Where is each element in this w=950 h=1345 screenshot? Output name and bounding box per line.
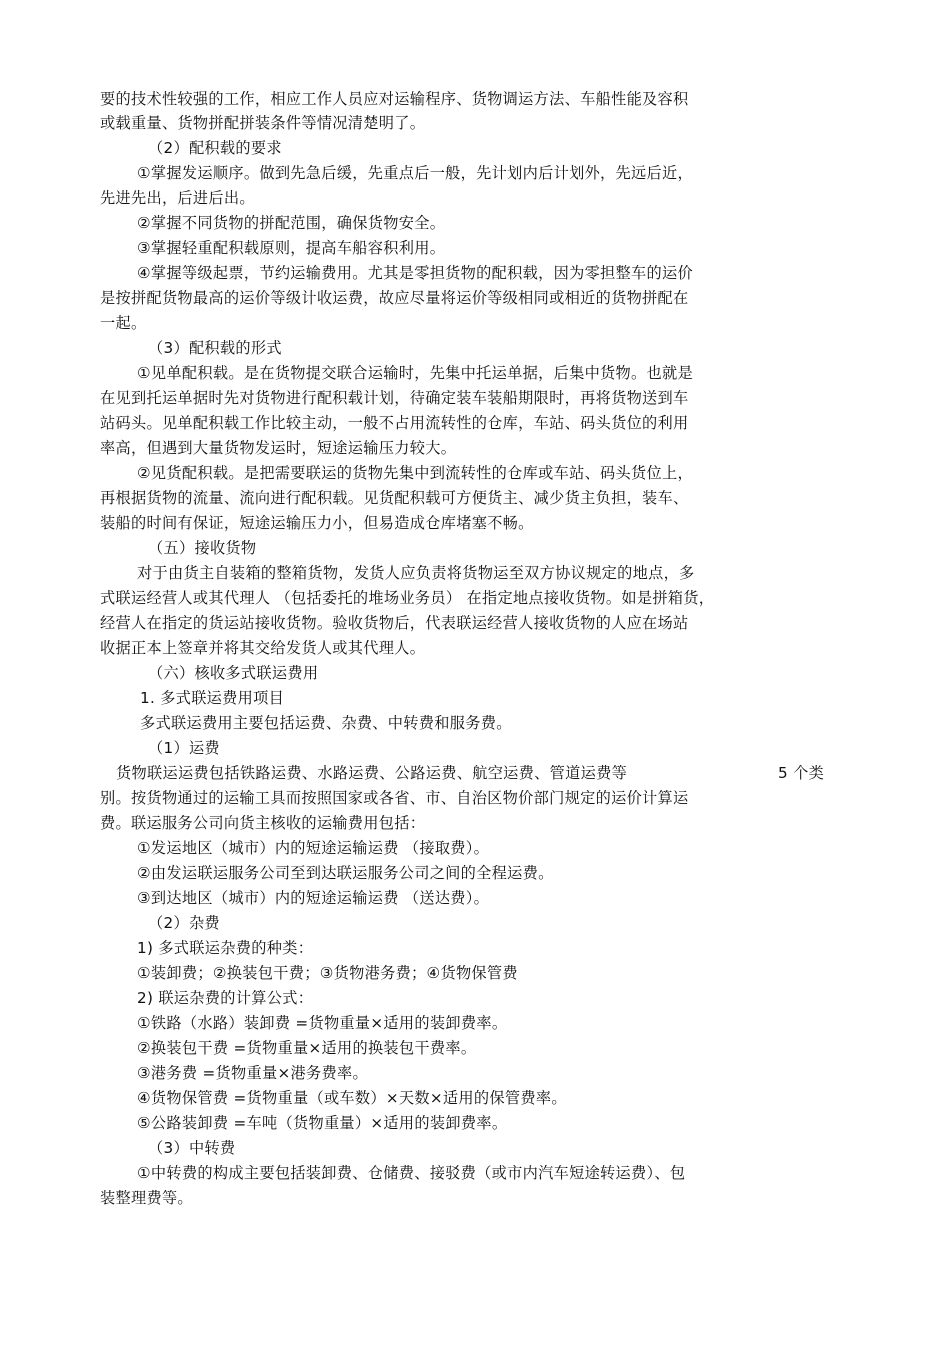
text-line-continuation-line: 是按拼配货物最高的运价等级计收运费，故应尽量将运价等级相同或相近的货物拼配在 bbox=[100, 289, 689, 307]
text-line-continuation-line: 或载重量、货物拼配拼装条件等情况清楚明了。 bbox=[100, 114, 426, 132]
text-line-continuation-line: 装整理费等。 bbox=[100, 1189, 193, 1207]
text-line-continuation-line: 在见到托运单据时先对货物进行配积载计划，待确定装车装船期限时，再将货物送到车 bbox=[100, 389, 689, 407]
text-line-continuation-line: 收据正本上签章并将其交给发货人或其代理人。 bbox=[100, 639, 426, 657]
text-line-list-item: ②掌握不同货物的拼配范围，确保货物安全。 bbox=[137, 214, 446, 232]
text-line-section-heading: （六）核收多式联运费用 bbox=[148, 664, 319, 682]
text-line-section-heading: （3）配积载的形式 bbox=[148, 339, 282, 357]
text-line-continuation-line: 一起。 bbox=[100, 314, 147, 332]
text-line-formula-line: ④货物保管费 =货物重量（或车数）×天数×适用的保管费率。 bbox=[137, 1089, 567, 1107]
text-line-list-item: ③掌握轻重配积载原则，提高车船容积利用。 bbox=[137, 239, 446, 257]
text-line-section-heading: （3）中转费 bbox=[148, 1139, 236, 1157]
text-line-list-item: ③到达地区（城市）内的短途运输运费 （送达费）。 bbox=[137, 889, 490, 907]
text-line-section-heading: （1）运费 bbox=[148, 739, 220, 757]
text-line-list-item: ①发运地区（城市）内的短途运输运费 （接取费）。 bbox=[137, 839, 490, 857]
text-line-continuation-line: 要的技术性较强的工作，相应工作人员应对运输程序、货物调运方法、车船性能及容积 bbox=[100, 90, 689, 108]
text-line-list-item: ①装卸费；②换装包干费；③货物港务费；④货物保管费 bbox=[137, 964, 518, 982]
text-line-section-heading: （五）接收货物 bbox=[148, 539, 257, 557]
text-line-section-heading: （2）杂费 bbox=[148, 914, 220, 932]
text-line-continuation-line: 率高，但遇到大量货物发运时，短途运输压力较大。 bbox=[100, 439, 457, 457]
text-line-continuation-line: 别。按货物通过的运输工具而按照国家或各省、市、自治区物价部门规定的运价计算运 bbox=[100, 789, 689, 807]
text-line-list-item: ②见货配积载。是把需要联运的货物先集中到流转性的仓库或车站、码头货位上， bbox=[137, 464, 693, 482]
text-line-subsection-title: 1. 多式联运费用项目 bbox=[140, 689, 285, 707]
text-line-subsection-title: 2) 联运杂费的计算公式： bbox=[137, 989, 314, 1007]
text-line-paragraph-start: 货物联运运费包括铁路运费、水路运费、公路运费、航空运费、管道运费等 bbox=[116, 764, 628, 782]
text-line-continuation-line: 先进先出，后进后出。 bbox=[100, 189, 255, 207]
text-line-paragraph-start: 对于由货主自装箱的整箱货物，发货人应负责将货物运至双方协议规定的地点，多 bbox=[137, 564, 695, 582]
text-line-list-item: ①见单配积载。是在货物提交联合运输时，先集中托运单据，后集中货物。也就是 bbox=[137, 364, 693, 382]
text-line-formula-line: ⑤公路装卸费 =车吨（货物重量）×适用的装卸费率。 bbox=[137, 1114, 508, 1132]
text-line-inline-fragment: 5 个类 bbox=[778, 764, 825, 782]
text-line-formula-line: ②换装包干费 =货物重量×适用的换装包干费率。 bbox=[137, 1039, 477, 1057]
text-line-list-item: ①掌握发运顺序。做到先急后缓，先重点后一般，先计划内后计划外，先远后近， bbox=[137, 164, 693, 182]
text-line-paragraph-start: 多式联运费用主要包括运费、杂费、中转费和服务费。 bbox=[140, 714, 512, 732]
text-line-formula-line: ①铁路（水路）装卸费 =货物重量×适用的装卸费率。 bbox=[137, 1014, 508, 1032]
text-line-continuation-line: 经营人在指定的货运站接收货物。验收货物后，代表联运经营人接收货物的人应在场站 bbox=[100, 614, 689, 632]
text-line-list-item: ①中转费的构成主要包括装卸费、仓储费、接驳费（或市内汽车短途转运费）、包 bbox=[137, 1164, 686, 1182]
text-line-continuation-line: 装船的时间有保证，短途运输压力小，但易造成仓库堵塞不畅。 bbox=[100, 514, 534, 532]
text-line-continuation-line: 再根据货物的流量、流向进行配积载。见货配积载可方便货主、减少货主负担，装车、 bbox=[100, 489, 689, 507]
text-line-list-item: ④掌握等级起票，节约运输费用。尤其是零担货物的配积载，因为零担整车的运价 bbox=[137, 264, 693, 282]
text-line-continuation-line: 式联运经营人或其代理人 （包括委托的堆场业务员） 在指定地点接收货物。如是拼箱货， bbox=[100, 589, 715, 607]
text-line-section-heading: （2）配积载的要求 bbox=[148, 139, 282, 157]
text-line-subsection-title: 1) 多式联运杂费的种类： bbox=[137, 939, 314, 957]
text-line-continuation-line: 费。联运服务公司向货主核收的运输费用包括： bbox=[100, 814, 426, 832]
text-line-continuation-line: 站码头。见单配积载工作比较主动，一般不占用流转性的仓库，车站、码头货位的利用 bbox=[100, 414, 689, 432]
text-line-list-item: ②由发运联运服务公司至到达联运服务公司之间的全程运费。 bbox=[137, 864, 554, 882]
text-line-formula-line: ③港务费 =货物重量×港务费率。 bbox=[137, 1064, 368, 1082]
